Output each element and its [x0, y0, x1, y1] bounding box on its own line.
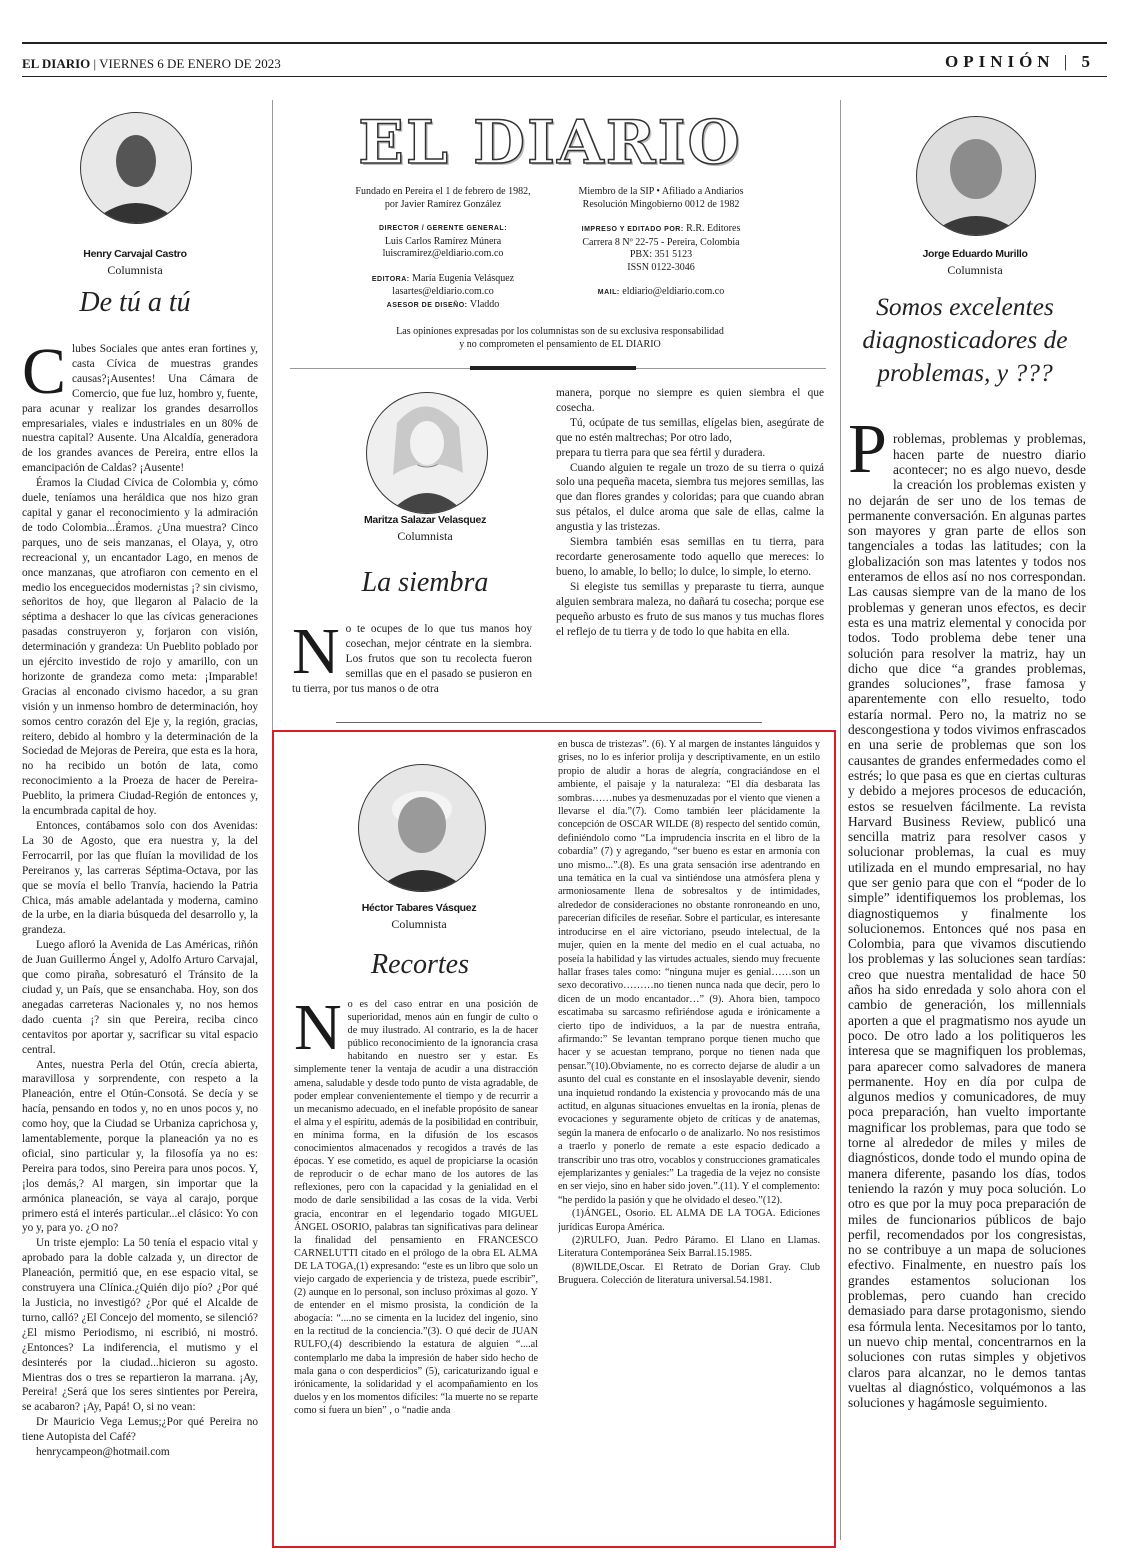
director-email: luiscramirez@eldiario.com.co [382, 248, 504, 259]
masthead-bar [470, 366, 636, 370]
author-name: Maritza Salazar Velasquez [363, 514, 487, 526]
paragraph: Si elegiste tus semillas y preparaste tu tierra, aunque alguien sembrara maleza, no dañará tu cosecha; porque ese pequeño arbusto es fruto de sus manos y tus muchas flores el reflejo de tu tierra y de todo lo que habita en ella. [556, 580, 824, 638]
paragraph: Dr Mauricio Vega Lemus;¿Por qué Pereira no tiene Autopista del Café? [22, 1416, 258, 1444]
printed-by: R.R. Editores [686, 223, 741, 234]
masthead-right [556, 186, 766, 300]
section-rule [336, 722, 762, 723]
drop-cap: C [22, 342, 67, 408]
header-separator: | [1063, 52, 1082, 71]
disclaimer [320, 326, 800, 351]
director-label: DIRECTOR / GERENTE GENERAL: [378, 225, 508, 232]
page-number: 5 [1081, 52, 1095, 71]
paragraph: Tú, ocúpate de tus semillas, elígelas bien, asegúrate de que no estén maltrechas; Por otro lado, [556, 416, 824, 444]
paragraph: Antes, nuestra Perla del Otún, crecía abierta, maravillosa y sorprendente, con respeto a la Planeación, entre el Otún-Consotá. Se decía y se hacía, pensando en todos y, no en unos pocos y, no como hoy, que la Ciudad se Urbaniza caprichosa y, lamentablemente, porque la planeación ya no es oficial, sino particular y, la filosofía ya no es: Pereira para todos, sino Pereira para unos pocos. Y, ¡los demás,? Al margen, sin importar que la armónica planeación, se vaya al carajo, porque primero está el interés particular...el clásico: Yo con yo y, para yo. ¿O no? [22, 1058, 258, 1235]
author-email: henrycampeon@hotmail.com [36, 1446, 170, 1459]
column-body-center-right [556, 386, 824, 716]
person-icon [359, 765, 485, 891]
mail-label: MAIL: [597, 289, 620, 296]
author-role: Columnista [397, 529, 453, 543]
director-name: Luis Carlos Ramírez Múnera [384, 235, 502, 247]
paragraph: Entonces, contábamos solo con dos Avenidas: La 30 de Agosto, que era nuestra y, la del Ferrocarril, por las que fluían la movilidad de los Pereiranos y, las carreras Séptima-Octava, por las que se movía el bello Tranvía, haciendo la Patria Chica, más amable adelantada y moderna, camino de la urbe, en la diaria búsqueda del desarrollo y, la grandeza. [22, 820, 258, 937]
reference: (2)RULFO, Juan. Pedro Páramo. El Llano en Llamas. Literatura Contemporánea Seix Barral.15.1985. [558, 1235, 820, 1260]
editor-name: María Eugenia Velásquez [412, 272, 515, 284]
drop-cap: N [294, 998, 342, 1064]
author-name: Jorge Eduardo Murillo [922, 248, 1028, 260]
column-body-box-left [294, 998, 538, 1532]
disclaimer-line: Las opiniones expresadas por los columnistas son de su exclusiva responsabilidad [396, 326, 724, 337]
avatar-jorge [916, 116, 1036, 236]
paragraph: roblemas, problemas y problemas, hacen parte de nuestro diario acontecer; no es algo nuevo, desde la creación los problemas existen y no dejarán de ser uno de los temas de permanente conversación. En algunas partes son mayores y gran parte de ellos son tangenciales a todas las latitudes; con la globalización son mas latentes y todos nos enteramos de ellos así no nos correspondan. Las causas siempre van de la mano de los problemas y generan unos efectos, es decir esta es una matriz elemental y conocida por todos. Todo problema debe tener una solución para resolver la matriz, hay un dicho que dice “a grandes problemas, grandes soluciones”, frase famosa y aparentemente con ello resuelto, todo estaría normal. Pero no, la matriz no se descongestiona y todos vivimos enfrascados en una serie de problemas que son los causantes de grandes enfermedades como el estrés; lo que pasa es que en ciertas culturas y debido a mejores procesos de educación, estos se resuelven fácilmente. La revista Harvard Business Review, publicó una sencilla matriz para resolver casos y solucionar problemas, la cual es muy utilizada en el mundo empresarial, no hay que ser genio para que con el “poder de lo simple” identifiquemos los problemas, los diagnostiquemos y finalmente los solucionemos. Entonces qué nos pasa en Colombia, para que vivamos discutiendo los problemas y las soluciones sean tardías: creo que nuestra mentalidad de hace 50 años ha sido enredada y solo ahora con el cambio de generación, los millennials aporten a que el pragmatismo nos ayude un poco. De otro lado a los politiqueros les interesa que se magnifiquen los problemas, para aparecer como salvadores de manera permanente. Hoy en día por culpa de algunos medios y comunicadores, de muy poca preparación, han vuelto importante magnificar los problemas, para que todo se torne al alrededor de miles y miles de diagnósticos, donde todo el mundo opina de manera diferente, pasando los días, todos teniendo la razón y muy poca solución. Lo otro es que por la muy poca preparación de miles de funcionarios públicos de bajo perfil, recomendados por los congresistas, no se contribuye a un mapa de soluciones efectivo. Finalmente, en nuestro país los grandes estamentos solucionan los problemas, pero cuando han crecido demasiado para darse protagonismo, siendo esa fórmula lenta. Necesitamos por lo tanto, un nuevo chip mental, concentrarnos en la soluciones con rutas simples y objetivos claros para alcanzar, no le demos tantas vueltas al diagnóstico, volquémonos a las soluciones y hagámosle seguimiento. [848, 431, 1086, 1411]
masthead-left [338, 186, 548, 312]
paragraph: o es del caso entrar en una posición de superioridad, menos aún en fungir de culto o de muy ilustrado. Al contrario, es la de hacer público reconocimiento de la ignorancia crasa habitando en nuestro ser y estar. Es simplemente tener la ventaja de acudir a una distracción amena, saludable y desde todo punto de vista agradable, de poder emplear convenientemente el tiempo y de recurrir a un mecanismo adecuado, en el inefable propósito de sanear el alma y el espíritu, además de la posibilidad en contribuir, en mínima forma, en la difusión de los escasos conocimientos almacenados y recogidos a través de las épocas. Y ese cometido, es aquel de propiciarse la ocasión de reproducir o de echar mano de los autores de las reflexiones, pero con la capacidad y la genialidad en el modo de darle sensibilidad a las cosas de la vida. Verbi gracia, encontrar en el legendario togado MIGUEL ÁNGEL OSORIO, palabras tan significativas para delinear la finalidad del pensamiento en FRANCESCO CARNELUTTI citado en el prólogo de la obra EL ALMA DE LA TOGA,(1) expresando: “este es un libro que solo un viejo cargado de experiencia y de tristeza, puede escribir”,(2) aunque en lo personal, son incluso próximas al gozo. Y de entender en el mismo prosista, la condición de la abogacía: “....no se cimenta en la lucidez del ingenio, sino en la rectitud de la conciencia.”(3). O qué decir de JUAN RULFO,(4) describiendo la estatura de alguien “....al contemplarlo me daba la impresión de haber sido hecho de mala gana o con desperdicios” (5), caricaturizando igual e irónicamente, la solidaridad y el acompañamiento en los duelos y en los momentos difíciles: “la muerte no se reparte como si fuera un bien” , o “nadie anda [294, 999, 538, 1416]
paragraph: Siembra también esas semillas en tu tierra, para recordarte generosamente todo aquello que mereces: lo bueno, lo amable, lo bello; lo dulce, lo simple, lo eterno. [556, 536, 824, 578]
editor-label: EDITORA: [371, 275, 410, 283]
avatar-hector [358, 764, 486, 892]
column-body-box-right [558, 738, 820, 1532]
person-icon [917, 117, 1035, 235]
section-name: OPINIÓN [944, 52, 1055, 71]
resolution-line: Resolución Mingobierno 0012 de 1982 [582, 198, 740, 210]
column-divider [840, 100, 841, 1540]
mail-address: eldiario@eldiario.com.co [622, 286, 725, 297]
person-icon [81, 113, 191, 223]
issn: ISSN 0122-3046 [627, 261, 695, 273]
paper-name: EL DIARIO [22, 56, 91, 71]
masthead-rule [290, 368, 470, 369]
printed-label: IMPRESO Y EDITADO POR: [581, 226, 684, 233]
paragraph: Luego afloró la Avenida de Las Américas, riñón de Juan Guillermo Ángel y, Adolfo Arturo Carvajal, que como piraña, sobresaturó el Tránsito de la ciudad y, un País, que se ensanchaba. Hoy, son dos anegadas carreteras Nacionales y, no nos hemos dado cuenta ¡? sin que Pereira, reciba cinco centavitos por aportar y, sacrificar su vital espacio central. [22, 939, 258, 1056]
paragraph: en busca de tristezas”. (6). Y al margen de instantes lánguidos y grises, no lo es inferior prolija y descriptivamente, en un estilo propio de aludir a horas de alegría, congraciándose en el ambiente, el paisaje y la naturaleza: “El día desbarata las sombras……nubes ya desmenuzadas por el viento que vienen a llevarse el día.”(7). Como también leer plácidamente la concepción de OSCAR WILDE (8) respecto del sentido común, definiéndolo como “La imprudencia inscrita en el libro de la cobardía” (7) y agregando, “ser bueno es estar en armonía con uno mismo...”.(8). Es una grata sensación irse adentrando en una temática en la cual va sintiéndose una atmósfera plena y armoniosamente llena de sobresaltos y de intimidades, alrededor de consideraciones no obstante ronroneando en uno, parecerían difíciles de reseñar. Sobre el particular, es interesante introducirse en el aire victoriano, pseudo intelectual, de la mujer, quien en la mente del medio en el cual actuaba, no poseía la habilidad y las virtudes actuales, siendo muy frecuente hallar frases tales como: “ninguna mujer es genial……son un sexo decorativo………no tienen nunca nada que decir, pero lo dicen de un modo encantador…” (9). Ahora bien, tampoco escatimaba su sarcasmo refiriéndose aguda e irónicamente a cierto tipo de individuos, a la par de nuestra entraña, afirmando:” Se levantan temprano porque tienen mucho que hacer y se acuestan temprano, porque no tienen nada que pensar.”(10).Obviamente, no es correcto dejarse de aludir a un asunto del cual es constante en el insoslayable devenir, siendo una inquietud rondando la existencia y provocando más de una actitud, en algunas situaciones envueltas en la ironía, plenas de evocaciones y seguramente objeto de críticas y de anatemas, según la manera de enfocarlo o de analizarlo. No nos resistimos a traerlo y ponerlo de remate a este espacio dedicado a transcribir uno tras otro, vocablos y construcciones gramaticales ejemplarizantes y geniales:” La tragedia de la vejez no consiste en ser viejo, sino en haber sido joven.”.(11). Y el complemento: “he perdido la pasión y que he olvidado el deseo.”(12). [558, 739, 820, 1206]
masthead-logo: EL DIARIO [358, 108, 742, 178]
author-name: Héctor Tabares Vásquez [361, 902, 477, 914]
column-title: Somos excelentes diagnosticadores de problemas, y ??? [862, 292, 1068, 387]
column-title: De tú a tú [79, 287, 191, 318]
paragraph: prepara tu tierra para que sea fértil y duradera. [556, 446, 766, 459]
author-role: Columnista [947, 263, 1003, 277]
header-underline [22, 76, 1107, 77]
paragraph: manera, porque no siempre es quien siembra el que cosecha. [556, 387, 824, 414]
drop-cap: N [292, 622, 340, 688]
author-role: Columnista [391, 917, 447, 931]
column-title: Recortes [371, 949, 469, 980]
column-body-left [22, 342, 258, 1528]
paragraph: Cuando alguien te regale un trozo de su tierra o quizá solo una pequeña maceta, siembra tus mejores semillas, las que dan flores grandes y coloridas; para que cuando abran sus pétalos, el dulce aroma que sale de ellas, calme la angustia y las tristezas. [556, 461, 824, 534]
person-icon [367, 393, 487, 513]
design-name: Vladdo [469, 298, 500, 310]
pbx: PBX: 351 5123 [629, 249, 693, 260]
column-title: La siembra [361, 567, 489, 598]
drop-cap: P [848, 418, 887, 488]
reference: (1)ÁNGEL, Osorio. EL ALMA DE LA TOGA. Ediciones jurídicas Europa América. [558, 1208, 820, 1233]
paragraph: Éramos la Ciudad Cívica de Colombia y, cómo duele, teníamos una heráldica que nos hizo gran capital y ganar el reconocimiento y la admiración de todo Colombia...Éramos. ¿Una muestra? Cinco parques, uno de seis manzanas, el Olaya, y, otro recreacional y, un encantador Lago, en menos de once manzanas, que atrofiaron con cemento en el medio los enceguecidos modernistas ¡? sin civismo, señoritos de hoy, que llegaron al Palacio de la séptima a deshacer lo que las cívicas generaciones pasadas construyeron y, forjaron con visión, determinación y grandeza: Un Pueblito poblado por un ejército investido de rojo y amarillo, con un horizonte de grandeza como meta: ¡Imparable! Gracias al enconado civismo hacedor, a su gran visión y un inmenso hombro de determinación, hoy somos centro corazón del Eje y, la región, gracias, reitero, debido al hombro y la determinación de la Sociedad de Mejoras de Pereira, que esta es la hora, no ha recibido un botón de lata, como reconocimiento a la Proeza de hacer de Pereira-Pueblito, la primera Ciudad-Región de entonces y, la encumbrada capital de hoy. [22, 477, 258, 818]
design-label: ASESOR DE DISEÑO: [386, 301, 468, 309]
avatar-maritza [366, 392, 488, 514]
masthead-rule [636, 368, 826, 369]
disclaimer-line: y no comprometen el pensamiento de EL DIARIO [459, 338, 661, 350]
header-separator: | [93, 56, 100, 71]
author-name: Henry Carvajal Castro [83, 248, 187, 260]
paragraph: o te ocupes de lo que tus manos hoy cosechan, mejor céntrate en la siembra. Los frutos que son tu recolecta fueron semillas que en el pasado se pusieron en tu tierra, por tus manos o de otra [292, 623, 532, 695]
founded-line: Fundado en Pereira el 1 de febrero de 1982, [355, 186, 531, 197]
column-body-center [292, 622, 532, 714]
reference: (8)WILDE,Oscar. El Retrato de Dorian Gray. Club Bruguera. Colección de literatura universal.54.1981. [558, 1261, 820, 1287]
page-header-left [22, 56, 281, 72]
member-line: Miembro de la SIP • Afiliado a Andiarios [578, 186, 744, 197]
address: Carrera 8 Nº 22-75 - Pereira, Colombia [582, 236, 740, 248]
founder-line: por Javier Ramírez González [384, 198, 502, 210]
page-header-right [945, 52, 1095, 72]
paragraph: Un triste ejemplo: La 50 tenía el espacio vital y aprobado para la doble calzada y, un director de Planeación, permitió que, en ese espacio vital, se construyera una Clínica.¿Quién dijo pío? ¿Por qué la Justicia, no investigó? ¿Por qué el Alcalde de turno, calló? ¿El Concejo del momento, se silenció? ¿El mismo Periodismo, ni escribió, ni mostró.¿Entonces? La indiferencia, el mutismo y el desinterés por la ciudad...hicieron su agosto. Mientras dos o tres se repartieron la marrana. ¡Ay, Pereira! ¿Será que los seres sintientes por Pereira, se acabaron? ¡Ay, Papá! O, si no vean: [22, 1237, 258, 1414]
avatar-henry [80, 112, 192, 224]
top-rule [22, 42, 1107, 44]
column-body-right [848, 418, 1086, 1532]
header-date: VIERNES 6 DE ENERO DE 2023 [99, 56, 281, 71]
author-role: Columnista [107, 263, 163, 277]
editor-email: lasartes@eldiario.com.co [392, 286, 494, 297]
paragraph: lubes Sociales que antes eran fortines y, casta Cívica de muestras grandes causas?¡Ausentes! Una Cámara de Comercio, que fue luz, hombro y, fuente, para acunar y realizar los grandes desarrollos empresariales, viales e industriales en un 80% de nuestra capital? Ausente. Una Alcaldía, generadora de los grandes avances de Pereira, entre ellos la emancipación de Caldas? ¡Ausente! [22, 343, 258, 475]
